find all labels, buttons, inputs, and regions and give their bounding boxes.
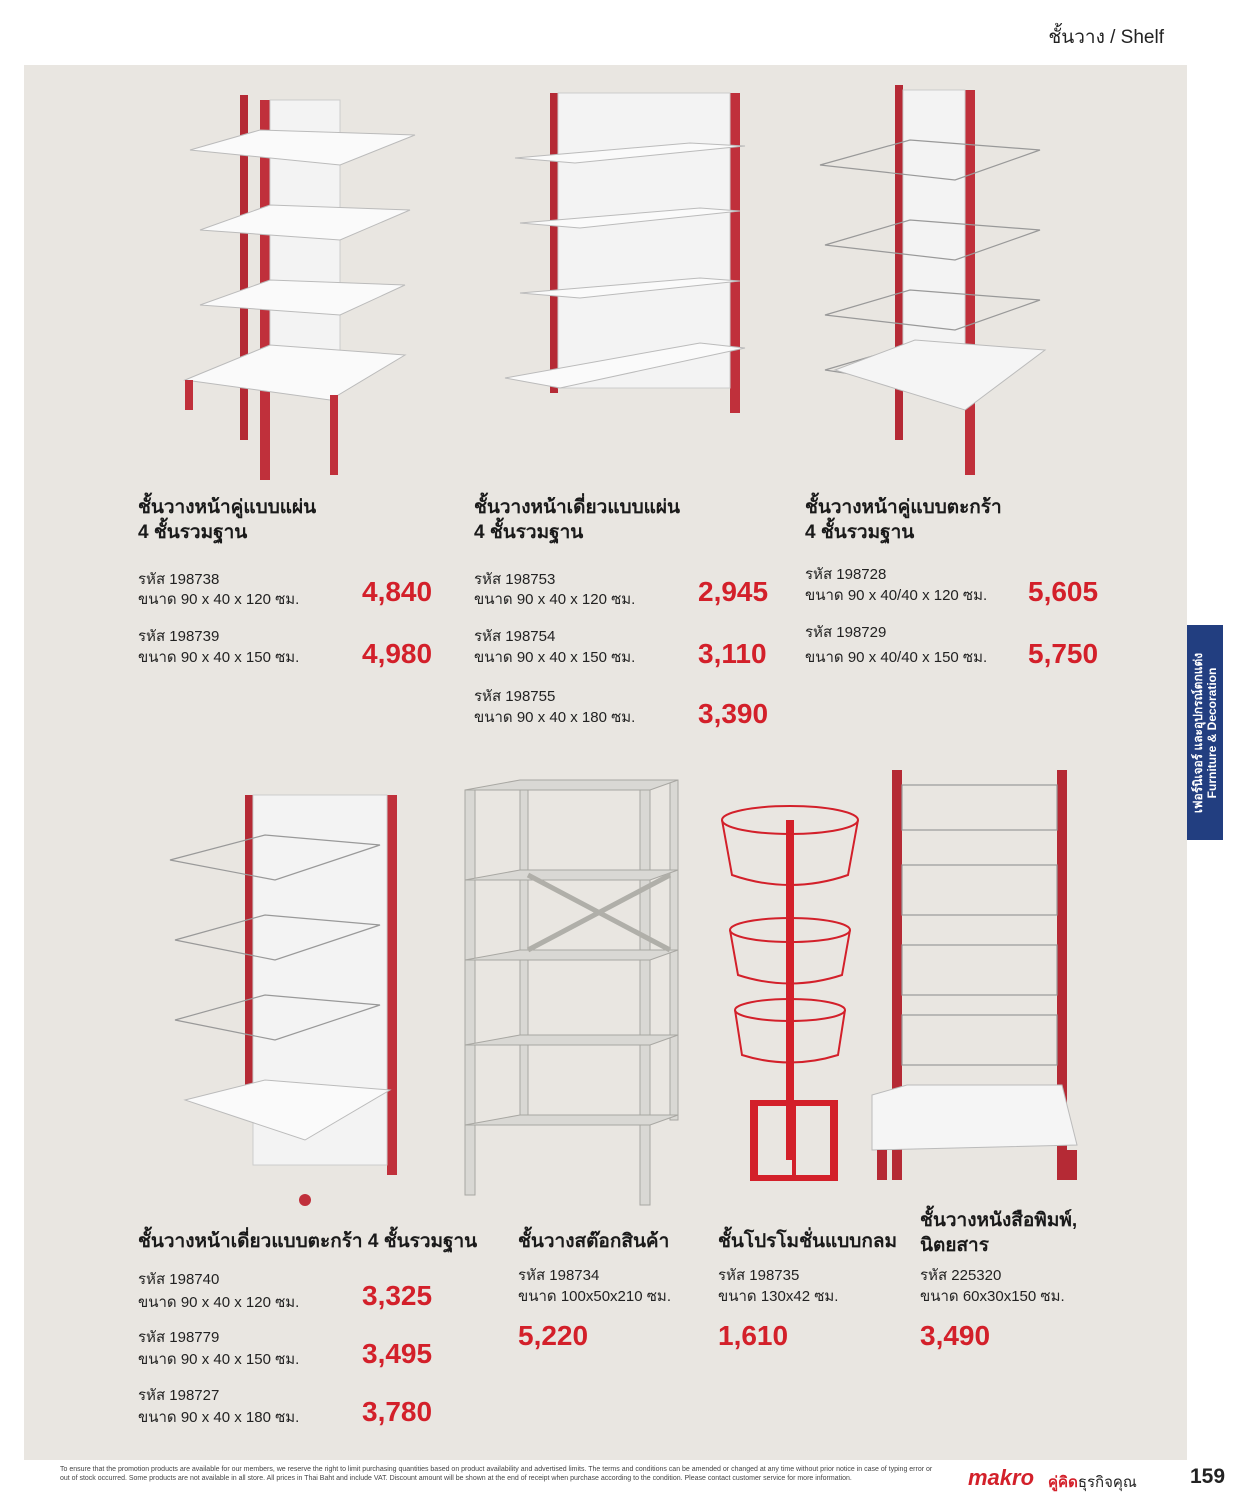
product-size: ขนาด 90 x 40/40 x 120 ซม. <box>805 587 988 604</box>
product-code: รหัส 198739 <box>138 628 220 645</box>
product-image-double-panel-shelf <box>180 90 430 490</box>
product-code: รหัส 198735 <box>718 1267 800 1284</box>
product-price: 3,390 <box>698 698 769 729</box>
product-title: ชั้นวางหน้าเดี่ยวแบบแผ่น 4 ชั้นรวมฐาน <box>474 497 681 543</box>
product-price: 3,325 <box>362 1280 433 1311</box>
product-price: 4,980 <box>362 638 433 669</box>
product-title: ชั้นวางหน้าคู่แบบแผ่น 4 ชั้นรวมฐาน <box>138 497 317 543</box>
product-code: รหัส 198755 <box>474 688 556 705</box>
side-tab-thai-label: เฟอร์นิเจอร์ และอุปกรณ์ตกแต่ง <box>1191 652 1205 813</box>
product-size: ขนาด 90 x 40 x 180 ซม. <box>474 709 636 726</box>
section-title: ชั้นวาง / Shelf <box>1048 27 1164 48</box>
product-price: 5,220 <box>518 1320 589 1351</box>
product-size: ขนาด 90 x 40 x 120 ซม. <box>138 591 300 608</box>
product-image-single-panel-shelf <box>500 88 760 418</box>
product-image-single-basket-shelf <box>165 790 415 1210</box>
product-code: รหัส 198779 <box>138 1329 220 1346</box>
product-size: ขนาด 100x50x210 ซม. <box>518 1288 671 1305</box>
product-size: ขนาด 90 x 40 x 150 ซม. <box>474 649 636 666</box>
category-side-tab[interactable] <box>1187 625 1223 840</box>
product-title: ชั้นโปรโมชั่นแบบกลม <box>718 1231 898 1252</box>
product-price: 3,490 <box>920 1320 991 1351</box>
product-price: 2,945 <box>698 576 769 607</box>
product-code: รหัส 198740 <box>138 1271 220 1288</box>
product-size: ขนาด 90 x 40 x 150 ซม. <box>138 649 300 666</box>
product-code: รหัส 198753 <box>474 571 556 588</box>
product-code: รหัส 198728 <box>805 566 887 583</box>
product-size: ขนาด 90 x 40 x 120 ซม. <box>474 591 636 608</box>
product-size: ขนาด 90 x 40 x 150 ซม. <box>138 1351 300 1368</box>
product-size: ขนาด 60x30x150 ซม. <box>920 1288 1065 1305</box>
product-code: รหัส 198727 <box>138 1387 220 1404</box>
product-price: 3,110 <box>698 638 767 669</box>
product-title: ชั้นวางหน้าเดี่ยวแบบตะกร้า 4 ชั้นรวมฐาน <box>138 1231 478 1252</box>
product-price: 3,780 <box>362 1396 433 1427</box>
product-size: ขนาด 90 x 40 x 120 ซม. <box>138 1294 300 1311</box>
side-tab-english-label: Furniture & Decoration <box>1205 667 1219 798</box>
tagline-rest: ธุรกิจคุณ <box>1077 1474 1137 1491</box>
product-code: รหัส 198729 <box>805 624 887 641</box>
product-price: 5,750 <box>1028 638 1099 669</box>
makro-logo: makro <box>968 1465 1035 1490</box>
tagline-red: คู่คิด <box>1048 1474 1078 1491</box>
product-price: 4,840 <box>362 576 433 607</box>
product-size: ขนาด 90 x 40 x 180 ซม. <box>138 1409 300 1426</box>
product-price: 5,605 <box>1028 576 1099 607</box>
product-code: รหัส 225320 <box>920 1267 1002 1284</box>
product-title: ชั้นวางหน้าคู่แบบตะกร้า 4 ชั้นรวมฐาน <box>805 497 1002 543</box>
product-price: 3,495 <box>362 1338 433 1369</box>
product-image-stock-rack <box>460 775 690 1215</box>
product-size: ขนาด 130x42 ซม. <box>718 1288 839 1305</box>
product-image-round-promo-stand <box>710 800 870 1200</box>
footer-disclaimer: To ensure that the promotion products are available for our members, we reserve the right to limit purchasing quantities based on product availability and advertised limits. The terms and conditions can be amended or changed at any time without prior notice in case of typing error or out of stock occurred. Some products are not available in all store. All prices in Thai Baht and include VAT. Discount amount will be shown at the end of receipt when purchase according to the condition. Please contact customer service for more information. <box>60 1466 933 1482</box>
page-number: 159 <box>1190 1465 1226 1488</box>
product-title: ชั้นวางหนังสือพิมพ์, นิตยสาร <box>920 1210 1078 1256</box>
tagline <box>1048 1470 1137 1494</box>
product-code: รหัส 198738 <box>138 571 220 588</box>
product-image-double-basket-shelf <box>815 80 1055 480</box>
product-size: ขนาด 90 x 40/40 x 150 ซม. <box>805 649 988 666</box>
product-code: รหัส 198734 <box>518 1267 600 1284</box>
product-title: ชั้นวางสต๊อกสินค้า <box>518 1231 670 1252</box>
product-price: 1,610 <box>718 1320 789 1351</box>
product-code: รหัส 198754 <box>474 628 556 645</box>
product-image-magazine-rack <box>862 765 1092 1185</box>
